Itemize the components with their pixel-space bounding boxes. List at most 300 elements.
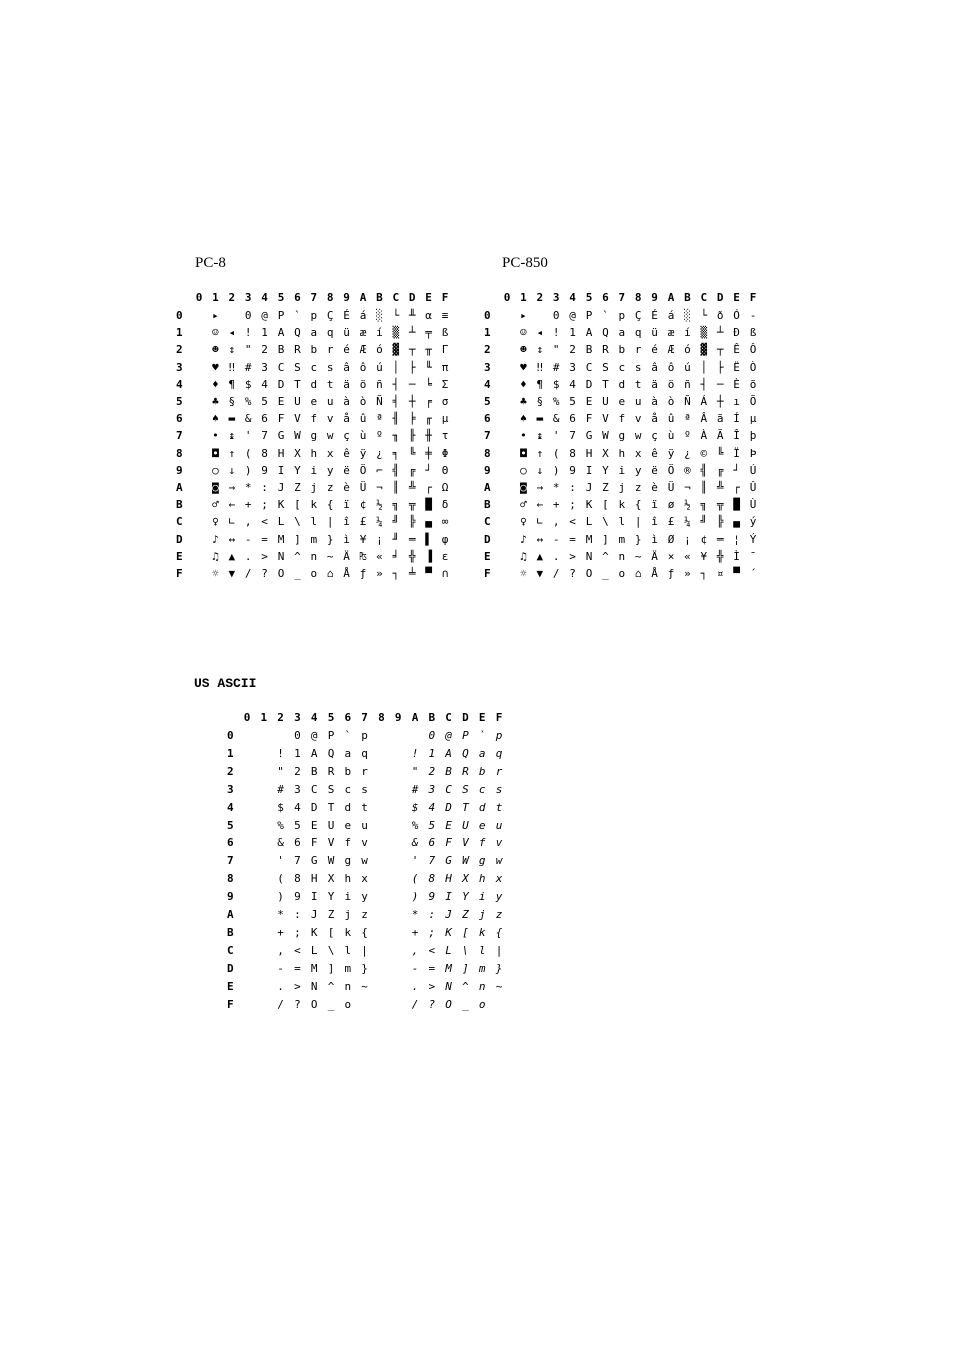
char-cell <box>190 567 208 583</box>
char-cell: ø <box>667 498 675 512</box>
char-cell: A <box>310 746 318 760</box>
char-cell: ─ <box>716 377 724 391</box>
row-label: 9 <box>484 463 491 477</box>
char-cell: Σ <box>441 377 449 391</box>
char-cell: o <box>618 567 626 580</box>
char-cell: < <box>294 943 301 957</box>
char-cell: Ý <box>749 532 757 546</box>
char-cell: 5 <box>294 818 301 832</box>
char-cell: Ç <box>326 309 334 322</box>
char-cell: T <box>327 800 335 814</box>
char-cell: ≡ <box>441 309 449 322</box>
char-cell: \ <box>602 515 609 529</box>
column-header: B <box>376 291 383 304</box>
char-cell: Ô <box>749 343 757 357</box>
char-cell: ╧ <box>408 567 416 580</box>
char-cell: ÿ <box>667 446 675 460</box>
char-cell: k <box>618 498 626 512</box>
char-cell: ◙ <box>520 481 527 494</box>
char-cell: Ç <box>634 309 642 322</box>
char-cell <box>255 962 273 978</box>
char-cell: N <box>445 979 452 993</box>
char-cell: ◂ <box>536 326 544 340</box>
char-cell: ƒ <box>667 567 675 580</box>
char-cell: 2 <box>261 343 268 357</box>
char-cell: g <box>310 429 318 443</box>
char-cell: W <box>327 854 335 868</box>
char-cell <box>372 729 390 745</box>
char-cell: v <box>495 836 503 850</box>
char-cell: ☼ <box>520 567 527 580</box>
char-cell <box>238 801 256 817</box>
char-cell: ♦ <box>212 377 219 391</box>
char-cell: ♂ <box>212 498 219 512</box>
char-cell: > <box>261 549 268 563</box>
column-header: B <box>428 711 436 724</box>
char-cell <box>406 729 424 745</box>
char-cell: ╣ <box>392 463 400 477</box>
char-cell: h <box>310 446 318 460</box>
char-cell: ┬ <box>408 343 416 357</box>
char-cell <box>372 962 390 978</box>
char-cell <box>190 481 208 497</box>
char-cell: ║ <box>700 481 708 494</box>
char-cell <box>238 998 256 1014</box>
char-cell: | <box>634 515 642 529</box>
char-cell: z <box>495 908 503 921</box>
char-cell <box>272 729 290 745</box>
char-cell: $ <box>244 377 252 391</box>
char-cell: ú <box>376 360 383 374</box>
column-header: 0 <box>195 291 203 304</box>
char-cell: 3 <box>428 782 436 796</box>
char-cell: Ê <box>733 343 740 357</box>
char-cell: é <box>343 343 350 357</box>
char-cell: D <box>585 377 593 391</box>
char-cell: Í <box>733 412 740 426</box>
row-label: A <box>176 481 183 494</box>
row-label: 9 <box>176 463 183 477</box>
char-cell <box>389 926 407 942</box>
char-cell <box>372 980 390 996</box>
char-cell: ½ <box>684 498 691 512</box>
char-cell: 8 <box>569 446 576 460</box>
char-cell <box>389 962 407 978</box>
char-cell: < <box>261 515 268 529</box>
char-cell: ╦ <box>716 498 724 512</box>
char-cell <box>190 464 208 480</box>
char-cell <box>389 872 407 888</box>
char-cell: ○ <box>212 463 219 477</box>
char-cell: B <box>585 343 593 357</box>
char-cell: C <box>585 360 593 374</box>
char-cell: @ <box>310 729 318 742</box>
char-cell: W <box>462 854 469 868</box>
char-cell: õ <box>749 377 757 391</box>
char-cell: ] <box>602 532 609 546</box>
char-cell: x <box>634 446 642 460</box>
char-cell: t <box>634 377 642 391</box>
char-cell: d <box>618 377 626 391</box>
char-cell <box>372 854 390 870</box>
char-cell: E <box>277 395 285 408</box>
char-cell: ¬ <box>376 481 383 494</box>
char-cell: Q <box>327 746 335 760</box>
char-cell: # <box>244 360 252 374</box>
char-cell: , <box>411 943 419 957</box>
row-label: 5 <box>227 818 234 832</box>
char-cell: ╪ <box>425 446 432 460</box>
char-cell: º <box>684 429 691 443</box>
char-cell: ╬ <box>408 549 416 563</box>
char-cell <box>372 836 390 852</box>
char-cell: D <box>277 377 285 391</box>
char-cell: 3 <box>261 360 268 374</box>
char-cell: ä <box>651 377 658 391</box>
char-cell: ╩ <box>408 481 416 494</box>
char-cell: - <box>277 961 284 975</box>
char-cell: ö <box>667 377 675 391</box>
char-cell <box>389 890 407 906</box>
char-cell: # <box>277 782 284 796</box>
char-cell: : <box>569 481 576 494</box>
char-cell: ♀ <box>520 515 527 529</box>
char-cell: ▓ <box>392 343 400 357</box>
char-cell: q <box>634 326 642 340</box>
char-cell: k <box>478 925 486 939</box>
char-cell: Y <box>602 463 609 477</box>
char-cell: ╚ <box>716 446 724 460</box>
char-cell: ╨ <box>408 309 416 322</box>
char-cell: û <box>667 412 675 426</box>
char-cell: ▲ <box>536 549 544 563</box>
char-cell: ┼ <box>408 395 416 408</box>
char-cell: { <box>495 925 503 939</box>
char-cell: z <box>361 908 368 921</box>
char-cell: = <box>294 961 301 975</box>
char-cell: ╔ <box>716 463 724 477</box>
char-cell: Ù <box>749 498 757 512</box>
char-cell: U <box>462 818 469 832</box>
char-cell: ╖ <box>392 429 400 443</box>
char-cell <box>372 783 390 799</box>
char-cell: ○ <box>520 463 527 477</box>
char-cell: s <box>495 782 503 796</box>
char-cell <box>498 533 516 549</box>
char-cell: r <box>495 764 503 778</box>
char-cell: u <box>361 818 368 832</box>
char-cell: S <box>602 360 609 374</box>
char-cell <box>238 944 256 960</box>
char-cell: V <box>327 836 335 850</box>
char-cell: ê <box>343 446 350 460</box>
char-cell <box>238 872 256 888</box>
char-cell: ╠ <box>716 515 724 529</box>
char-cell <box>255 836 273 852</box>
char-cell <box>190 412 208 428</box>
char-cell: : <box>261 481 268 494</box>
char-cell: ┐ <box>392 567 400 580</box>
char-cell: . <box>411 979 419 993</box>
char-cell: ¼ <box>684 515 691 529</box>
char-cell: G <box>445 854 452 868</box>
char-cell: } <box>326 532 334 546</box>
char-cell <box>238 890 256 906</box>
char-cell: ü <box>651 326 658 340</box>
char-cell: ƒ <box>359 567 367 580</box>
char-cell: Ì <box>733 549 740 563</box>
char-cell: w <box>495 854 503 868</box>
char-cell: 7 <box>294 854 301 868</box>
char-cell: ‼ <box>228 360 236 374</box>
char-cell: Q <box>294 326 301 340</box>
char-cell <box>389 747 407 763</box>
column-header: 8 <box>326 291 334 304</box>
char-cell: è <box>651 481 658 494</box>
char-cell: - <box>244 532 252 546</box>
char-cell: b <box>310 343 318 357</box>
char-cell <box>255 980 273 996</box>
char-cell: m <box>478 961 486 975</box>
column-header: E <box>425 291 432 304</box>
column-header: F <box>441 291 449 304</box>
char-cell: Ö <box>667 463 675 477</box>
char-cell: n <box>618 549 626 563</box>
char-cell: ε <box>441 549 449 563</box>
char-cell: n <box>478 979 486 993</box>
char-cell: N <box>310 979 318 993</box>
char-cell: τ <box>441 429 449 443</box>
char-cell: ├ <box>408 360 416 374</box>
char-cell: a <box>344 746 352 760</box>
row-label: B <box>227 925 234 939</box>
char-cell: • <box>520 429 527 443</box>
column-header: E <box>733 291 740 304</box>
char-cell: a <box>478 746 486 760</box>
char-cell: ▀ <box>425 567 432 580</box>
char-cell: y <box>326 463 334 477</box>
char-cell: ê <box>651 446 658 460</box>
char-cell: - <box>411 961 419 975</box>
char-cell: P <box>585 309 593 322</box>
column-header: D <box>716 291 724 304</box>
column-header: C <box>700 291 708 304</box>
column-header: 7 <box>618 291 626 304</box>
char-cell: 2 <box>569 343 576 357</box>
char-cell: á <box>667 309 675 322</box>
char-cell: ; <box>428 925 436 939</box>
char-cell: \ <box>294 515 301 529</box>
char-cell: ╙ <box>425 360 432 374</box>
char-cell: L <box>445 943 452 957</box>
char-cell: Æ <box>667 343 675 357</box>
column-header: 1 <box>260 711 268 724</box>
char-cell: » <box>684 567 691 580</box>
char-cell: { <box>634 498 642 512</box>
char-cell: ; <box>294 925 301 939</box>
char-cell: L <box>585 515 593 529</box>
char-cell: ) <box>411 890 419 904</box>
column-header: A <box>411 711 419 724</box>
char-cell <box>255 729 273 745</box>
char-cell: ♣ <box>212 395 219 408</box>
char-cell: L <box>310 943 318 957</box>
char-cell: x <box>326 446 334 460</box>
char-cell: ? <box>261 567 268 580</box>
char-cell <box>238 980 256 996</box>
char-cell: < <box>569 515 576 529</box>
char-cell: > <box>428 979 436 993</box>
char-cell <box>356 998 374 1014</box>
char-cell: ◘ <box>520 446 527 460</box>
char-cell <box>389 908 407 924</box>
char-cell: ' <box>277 854 284 868</box>
column-header: 2 <box>277 711 284 724</box>
char-cell <box>190 550 208 566</box>
usascii-title: US ASCII <box>194 676 257 691</box>
char-cell: Ö <box>359 463 367 477</box>
char-cell: " <box>411 764 419 778</box>
char-cell: B <box>445 764 452 778</box>
char-cell: Û <box>749 481 757 494</box>
char-cell: ▸ <box>520 309 527 322</box>
char-cell: ¡ <box>684 532 691 546</box>
char-cell: @ <box>261 309 268 322</box>
char-cell <box>238 747 256 763</box>
char-cell: i <box>618 463 626 477</box>
char-cell: ♪ <box>520 532 527 546</box>
char-cell: ↕ <box>536 343 544 357</box>
char-cell: j <box>478 908 486 921</box>
char-cell: A <box>277 326 285 340</box>
char-cell: r <box>634 343 642 357</box>
char-cell: 9 <box>569 463 576 477</box>
char-cell: ♠ <box>212 412 219 426</box>
char-cell: m <box>310 532 318 546</box>
char-cell: ♥ <box>520 360 527 374</box>
column-header: F <box>495 711 503 724</box>
char-cell: G <box>277 429 285 443</box>
char-cell: M <box>445 961 452 975</box>
char-cell: U <box>294 395 301 408</box>
char-cell: ® <box>684 463 691 477</box>
char-cell: Î <box>733 429 740 443</box>
char-cell: « <box>684 549 691 563</box>
char-cell: ! <box>244 326 252 340</box>
char-cell: 2 <box>428 764 436 778</box>
row-label: 9 <box>227 890 234 904</box>
char-cell: k <box>344 925 352 939</box>
char-cell: ╡ <box>392 395 400 408</box>
char-cell: ☼ <box>212 567 219 580</box>
char-cell: → <box>228 481 236 494</box>
char-cell: ¦ <box>733 532 740 546</box>
char-cell: ⌂ <box>326 567 334 580</box>
row-label: 0 <box>227 729 234 742</box>
char-cell: ð <box>716 309 724 322</box>
char-cell: * <box>277 908 284 921</box>
char-cell: ] <box>294 532 301 546</box>
char-cell: ┌ <box>425 481 432 494</box>
char-cell: µ <box>749 412 757 426</box>
char-cell: Ú <box>749 463 757 477</box>
char-cell <box>190 326 208 342</box>
char-cell: ~ <box>495 979 503 993</box>
char-cell: ª <box>684 412 691 426</box>
row-label: 1 <box>227 746 234 760</box>
char-cell: 3 <box>569 360 576 374</box>
char-cell: ♥ <box>212 360 219 374</box>
char-cell: ♫ <box>520 549 527 563</box>
char-cell: B <box>277 343 285 357</box>
char-cell: a <box>310 326 318 340</box>
char-cell: [ <box>602 498 609 512</box>
char-cell: è <box>343 481 350 494</box>
char-cell: * <box>411 908 419 921</box>
char-cell: ~ <box>361 979 368 993</box>
char-cell: h <box>618 446 626 460</box>
char-cell: % <box>277 818 284 832</box>
char-cell: ^ <box>327 979 335 993</box>
char-cell: J <box>585 481 593 494</box>
char-cell <box>190 515 208 531</box>
char-cell: µ <box>441 412 449 426</box>
char-cell: ╦ <box>408 498 416 512</box>
column-header: 9 <box>651 291 658 304</box>
char-cell: ½ <box>376 498 383 512</box>
char-cell: î <box>343 515 350 529</box>
row-label: F <box>227 997 234 1011</box>
char-cell: ♦ <box>520 377 527 391</box>
char-cell: i <box>478 890 486 904</box>
char-cell: Ã <box>716 429 724 443</box>
char-cell: × <box>667 549 675 563</box>
char-cell: u <box>326 395 334 408</box>
char-cell: N <box>585 549 593 563</box>
char-cell: j <box>618 481 626 494</box>
char-cell: g <box>478 854 486 868</box>
char-cell: å <box>651 412 658 426</box>
row-label: A <box>484 481 491 494</box>
char-cell: 0 <box>244 309 252 322</box>
char-cell: ò <box>359 395 367 408</box>
char-cell: ♪ <box>212 532 219 546</box>
row-label: 8 <box>176 446 183 460</box>
column-header: A <box>667 291 675 304</box>
char-cell: p <box>618 309 626 322</box>
char-cell: ó <box>684 343 691 357</box>
char-cell: Γ <box>441 343 449 357</box>
char-cell: 3 <box>294 782 301 796</box>
char-cell: l <box>478 943 486 957</box>
char-cell: Ä <box>651 549 658 563</box>
char-cell: Θ <box>441 463 449 477</box>
char-cell: Z <box>462 908 469 921</box>
char-cell: 4 <box>569 377 576 391</box>
char-cell: ▐ <box>425 549 432 563</box>
char-cell: ë <box>343 463 350 477</box>
char-cell: ─ <box>408 377 416 391</box>
char-cell <box>498 550 516 566</box>
column-header: 9 <box>394 711 402 724</box>
char-cell: r <box>326 343 334 357</box>
char-cell: = <box>428 961 436 975</box>
column-header: 5 <box>585 291 593 304</box>
char-cell: b <box>618 343 626 357</box>
char-cell <box>238 854 256 870</box>
char-cell <box>372 944 390 960</box>
char-cell: 1 <box>294 746 301 760</box>
